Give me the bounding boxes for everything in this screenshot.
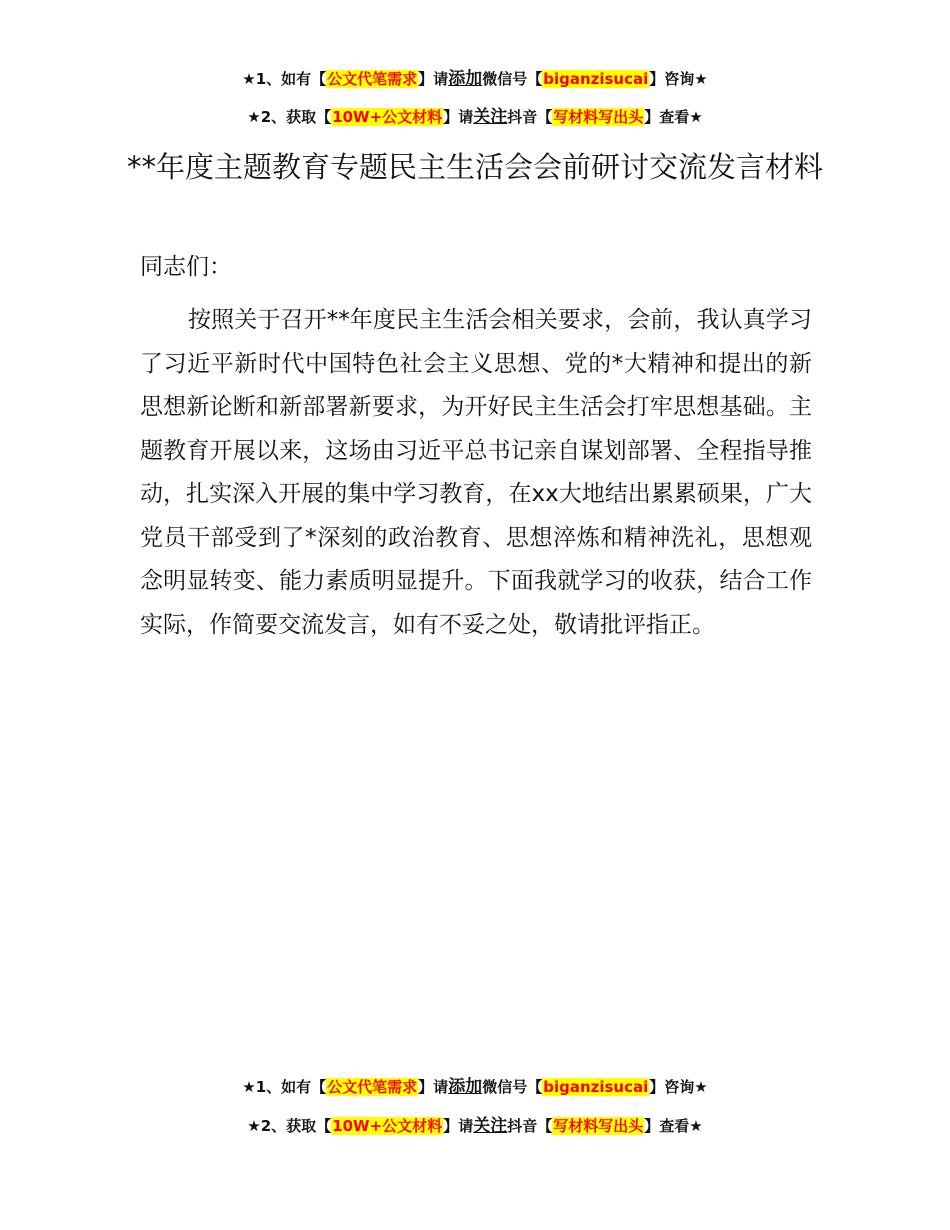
promo-prefix: ★2、获取【 — [247, 1117, 332, 1135]
promo-underlined-action: 添加 — [448, 69, 483, 89]
greeting: 同志们： — [140, 254, 232, 280]
promo-text: 】请 — [443, 1117, 474, 1135]
document-title: **年度主题教育专题民主生活会会前研讨交流发言材料 — [126, 150, 823, 184]
promo-highlight-materials: 10W+公文材料 — [332, 108, 443, 126]
promo-prefix: ★1、如有【 — [242, 70, 327, 88]
body-paragraph: 按照关于召开**年度民主生活会相关要求，会前，我认真学习了习近平新时代中国特色社会主义思想、党的*大精神和提出的新思想新论断和新部署新要求，为开好民主生活会打牢思想基础。主题教育开展以来，这场由习近平总书记亲自谋划部署、全程指导推动，扎实深入开展的集中学习教育，在xx大地结出累累硕果，广大党员干部受到了*深刻的政治教育、思想淬炼和精神洗礼，思想观念明显转变、能力素质明显提升。下面我就学习的收获，结合工作实际，作简要交流发言，如有不妥之处，敬请批评指正。 — [140, 307, 812, 638]
promo-suffix: 】咨询★ — [649, 70, 708, 88]
promo-text: 微信号【 — [482, 1078, 543, 1096]
promo-highlight-douyin: 写材料写出头 — [553, 1117, 644, 1135]
promo-suffix: 】查看★ — [644, 1117, 703, 1135]
promo-underlined-action: 关注 — [473, 1116, 508, 1136]
promo-text: 抖音【 — [507, 108, 553, 126]
promo-text: 】请 — [443, 108, 474, 126]
promo-text: 抖音【 — [507, 1117, 553, 1135]
promo-highlight-douyin: 写材料写出头 — [553, 108, 644, 126]
promo-highlight-materials: 10W+公文材料 — [332, 1117, 443, 1135]
header-promo-line-1 — [0, 68, 950, 90]
promo-suffix: 】咨询★ — [649, 1078, 708, 1096]
promo-text: 微信号【 — [482, 70, 543, 88]
promo-highlight-service: 公文代笔需求 — [327, 1078, 418, 1096]
promo-text: 】请 — [418, 70, 449, 88]
promo-suffix: 】查看★ — [644, 108, 703, 126]
footer-promo-line-2 — [0, 1115, 950, 1137]
promo-highlight-service: 公文代笔需求 — [327, 70, 418, 88]
promo-highlight-wechat-id: biganzisucai — [543, 70, 649, 88]
promo-underlined-action: 添加 — [448, 1077, 483, 1097]
header-promo-line-2 — [0, 106, 950, 128]
promo-text: 】请 — [418, 1078, 449, 1096]
promo-highlight-wechat-id: biganzisucai — [543, 1078, 649, 1096]
promo-prefix: ★1、如有【 — [242, 1078, 327, 1096]
promo-prefix: ★2、获取【 — [247, 108, 332, 126]
promo-underlined-action: 关注 — [473, 107, 508, 127]
footer-promo-line-1 — [0, 1076, 950, 1098]
